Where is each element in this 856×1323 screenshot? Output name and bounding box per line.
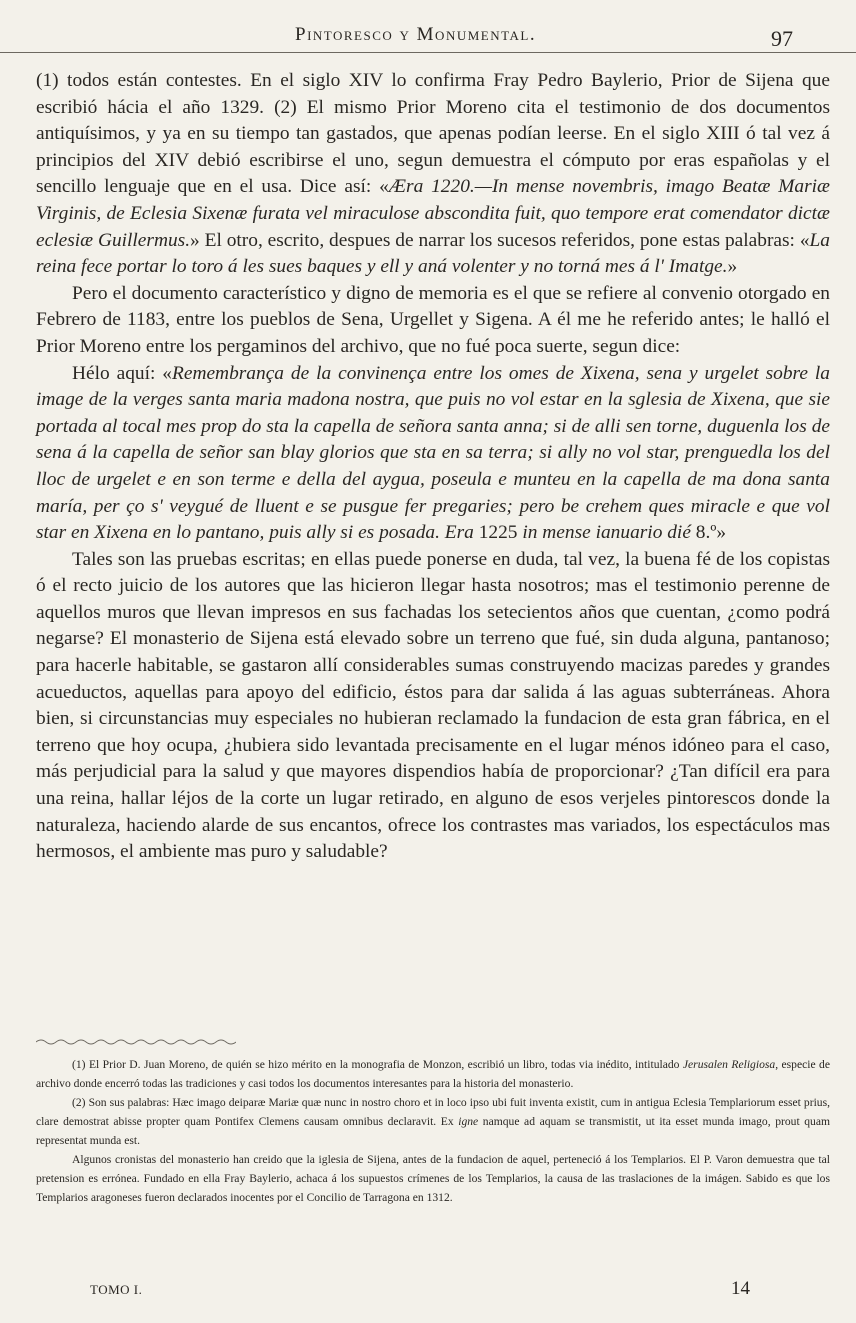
paragraph-1-text-cont: » El otro, escrito, despues de narrar los sucesos referidos, pone estas palabras: « — [190, 229, 810, 251]
paragraph-4: Tales son las pruebas escritas; en ellas puede ponerse en duda, tal vez, la buena fé de los copistas ó el recto juicio de los autores que las hicieron llegar hasta nosotros; mas el testimonio perenne de aquellos muros que llevan impresos en sus fachadas los setecientos años que cuentan, ¿como podrá negarse? El monasterio de Sijena está elevado sobre un terreno que fué, sin duda alguna, pantanoso; para hacerle habitable, se gastaron allí considerables sumas construyendo macizas paredes y grandes acueductos, aquellas para apoyo del edificio, éstos para dar salida á las aguas subterráneas. Ahora bien, si circunstancias muy especiales no hubieran reclamado la fundacion de esta gran fábrica, en el terreno que hoy ocupa, ¿hubiera sido levantada precisamente en el lugar ménos idóneo para el caso, más perjudicial para la salud y que mayores dispendios había de proporcionar? ¿Tan difícil era para una reina, hallar léjos de la corte un lugar retirado, en alguno de esos verjeles pintorescos donde la naturaleza, haciendo alarde de sus encantos, ofrece los contrastes mas variados, los espectáculos mas hermosos, el ambiente mas puro y saludable? — [36, 548, 830, 863]
paragraph-1 — [36, 68, 830, 281]
page-number: 97 — [771, 26, 793, 51]
paragraph-1-text: (1) todos están contestes. En el siglo XIV lo confirma Fray Pedro Baylerio, Prior de Sijena que escribió hácia el año 1329. (2) El mismo Prior Moreno cita el testimonio de dos documentos antiquísimos, y ya en su tiempo tan gastados, que apenas podían leerse. En el siglo XIII ó tal vez á principios del XIV debió escribirse el uno, segun demuestra el cómputo por eras españolas y el sencillo lenguaje que en el usa. Dice así: « — [36, 70, 830, 198]
latin-quote: Æra 1220.—In mense novembris, imago Beatæ Mariæ Virginis, de Eclesia Sixenæ furata vel miraculose abscondita fuit, quo tempore erat comendator dictæ eclesiæ Guillermus. — [36, 176, 830, 251]
running-head — [0, 22, 856, 53]
remembranza-day: 8.º» — [690, 522, 727, 544]
footnote-2-igne: igne — [458, 1115, 479, 1128]
body-text — [36, 68, 830, 866]
remembranza-date: in mense ianuario dié — [522, 522, 691, 544]
quote-close: » — [727, 256, 738, 278]
signature-number: 14 — [731, 1278, 750, 1299]
remembranza-quote: Remembrança de la convinença entre los omes de Xixena, sena y urgelet sobre la image de la verges santa maria madona nostra, que puis no vol estar en la sglesia de Xixena, que sie portada al tocal mes prop do sta la capella de señora santa anna; si de alli sen torne, duguenla los de sena á la capella de señor san blay glorios que sta en sa terra; si ally no vol star, prenguedla los del lloc de urgelet e en son terme e della del ayguа, poseula e munteu en la capella de ma dona santa maría, per ço s' veygué de lluent e se pusgue fer pregaries; pero be crehem ques miracle e que vol star en Xixena en lo pantano, puis ally si es posada. Era — [36, 362, 830, 544]
catalan-quote: La reina fece portar lo toro á les sues baques y ell y aná volenter y no torná mes á l' Imatge. — [36, 229, 830, 278]
footnote-3: Algunos cronistas del monasterio han creido que la iglesia de Sijena, antes de la fundacion de aquel, perteneció á los Templarios. El P. Varon demuestra que tal pretension es errónea. Fundado en ella Fray Baylerio, achaca á los supuestos crímenes de los Templarios, la causa de las traslaciones de la imágen. Sabido es que los Templarios aragoneses fueron declarados inocentes por el Concilio de Tarragona en 1312. — [36, 1153, 830, 1204]
paragraph-2: Pero el documento característico y digno de memoria es el que se refiere al convenio otorgado en Febrero de 1183, entre los pueblos de Sena, Urgellet y Sigena. A él me he referido antes; le halló el Prior Moreno entre los pergaminos del archivo, que no fué poca suerte, segun dice: — [36, 282, 830, 357]
footnotes — [36, 1055, 830, 1207]
paragraph-3-intro: Hélo aquí: « — [72, 362, 172, 384]
running-title: Pintoresco y Monumental. — [295, 24, 537, 45]
era-year: 1225 — [473, 522, 523, 544]
footnote-1 — [36, 1055, 830, 1093]
paragraph-3 — [36, 361, 830, 547]
footnote-1-text-cont: , especie de archivo donde encerró todas las tradiciones y casi todos los documentos interesantes para la historia del monasterio. — [36, 1058, 830, 1090]
footnote-2-text: (2) Son sus palabras: Hæc imago deiparæ Mariæ quæ nunc in nostro choro et in loco ipso ubi fuit inventa existit, cum in antigua Eclesia Templariorum esset prius, clare demostrat abisse propter quam Pontifex Clemens causam omnibus declaravit. Ex — [36, 1096, 830, 1128]
footnote-1-title: Jerusalen Religiosa — [682, 1058, 776, 1071]
footnote-2-text-cont: namque ad aquam se transmistit, ut ita esset munda imago, prout quam representat munda est. — [36, 1115, 831, 1147]
footnote-2 — [36, 1093, 830, 1150]
signature-mark: TOMO I. — [90, 1282, 143, 1297]
footnote-1-text: (1) El Prior D. Juan Moreno, de quién se hizo mérito en la monografia de Monzon, escribió un libro, todas via inédito, intitulado — [72, 1058, 683, 1071]
footnote-separator-ornament — [36, 1038, 236, 1046]
